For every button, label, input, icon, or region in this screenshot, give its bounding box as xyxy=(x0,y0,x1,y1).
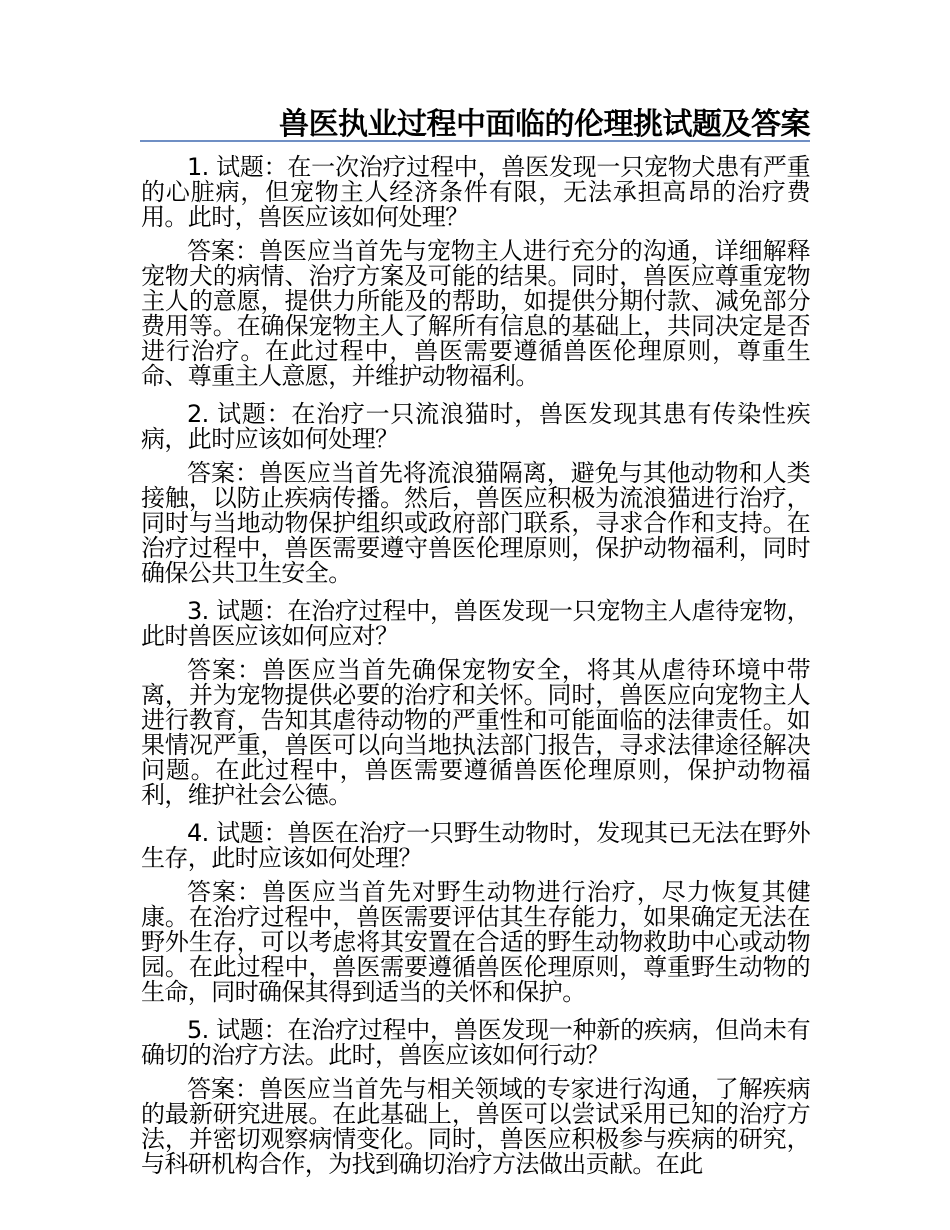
answer-2: 答案：兽医应当首先将流浪猫隔离，避免与其他动物和人类接触，以防止疾病传播。然后，兽医应积极为流浪猫进行治疗，同时与当地动物保护组织或政府部门联系，寻求合作和支持。在治疗过程中，兽医需要遵守兽医伦理原则，保护动物福利，同时确保公共卫生安全。 xyxy=(141,459,810,587)
question-3: 3. 试题：在治疗过程中，兽医发现一只宠物主人虐待宠物，此时兽医应该如何应对？ xyxy=(141,597,810,650)
answer-5: 答案：兽医应当首先与相关领域的专家进行沟通，了解疾病的最新研究进展。在此基础上，兽医可以尝试采用已知的治疗方法，并密切观察病情变化。同时，兽医应积极参与疾病的研究，与科研机构合作，为找到确切治疗方法做出贡献。在此 xyxy=(141,1075,810,1178)
document-title: 兽医执业过程中面临的伦理挑试题及答案 xyxy=(279,107,810,142)
answer-4: 答案：兽医应当首先对野生动物进行治疗，尽力恢复其健康。在治疗过程中，兽医需要评估其生存能力，如果确定无法在野外生存，可以考虑将其安置在合适的野生动物救助中心或动物园。在此过程中，兽医需要遵循兽医伦理原则，尊重野生动物的生命，同时确保其得到适当的关怀和保护。 xyxy=(141,878,810,1006)
question-2: 2. 试题：在治疗一只流浪猫时，兽医发现其患有传染性疾病，此时应该如何处理？ xyxy=(141,400,810,453)
question-4: 4. 试题：兽医在治疗一只野生动物时，发现其已无法在野外生存，此时应该如何处理？ xyxy=(141,819,810,872)
question-1: 1. 试题：在一次治疗过程中，兽医发现一只宠物犬患有严重的心脏病，但宠物主人经济条件有限，无法承担高昂的治疗费用。此时，兽医应该如何处理？ xyxy=(141,153,810,231)
answer-1: 答案：兽医应当首先与宠物主人进行充分的沟通，详细解释宠物犬的病情、治疗方案及可能的结果。同时，兽医应尊重宠物主人的意愿，提供力所能及的帮助，如提供分期付款、减免部分费用等。在确保宠物主人了解所有信息的基础上，共同决定是否进行治疗。在此过程中，兽医需要遵循兽医伦理原则，尊重生命、尊重主人意愿，并维护动物福利。 xyxy=(141,237,810,390)
question-5: 5. 试题：在治疗过程中，兽医发现一种新的疾病，但尚未有确切的治疗方法。此时，兽医应该如何行动？ xyxy=(141,1016,810,1069)
title-underline xyxy=(140,140,810,142)
answer-3: 答案：兽医应当首先确保宠物安全，将其从虐待环境中带离，并为宠物提供必要的治疗和关怀。同时，兽医应向宠物主人进行教育，告知其虐待动物的严重性和可能面临的法律责任。如果情况严重，兽医可以向当地执法部门报告，寻求法律途径解决问题。在此过程中，兽医需要遵循兽医伦理原则，保护动物福利，维护社会公德。 xyxy=(141,656,810,809)
document-body xyxy=(141,155,810,1190)
